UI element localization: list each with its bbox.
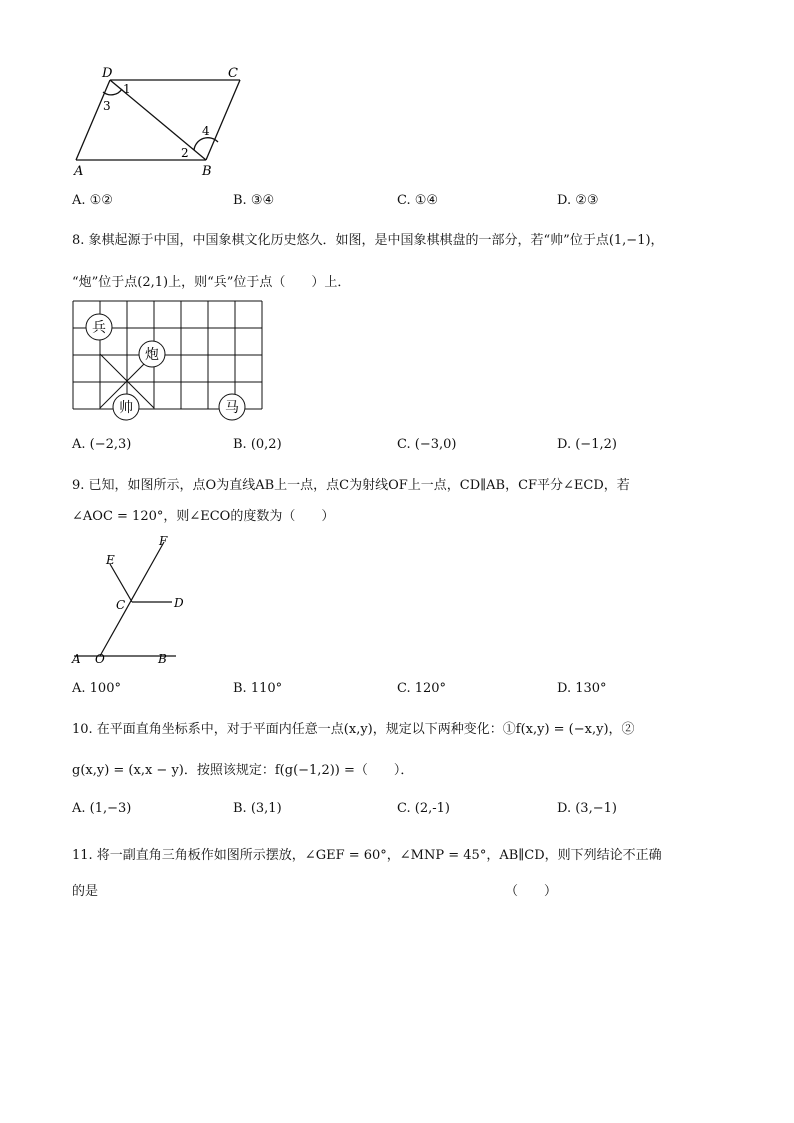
q11-text-line1: 11. 将一副直角三角板作如图所示摆放，∠GEF = 60°，∠MNP = 45°，AB∥CD，则下列结论不正确 bbox=[72, 848, 662, 863]
label-c: C bbox=[116, 598, 126, 612]
label-f: F bbox=[159, 534, 168, 548]
svg-text:炮: 炮 bbox=[145, 347, 159, 363]
piece-shuai bbox=[113, 394, 139, 420]
label-d: D bbox=[102, 66, 113, 81]
svg-text:兵: 兵 bbox=[92, 320, 106, 336]
piece-ma bbox=[219, 394, 245, 420]
q9-option-c[interactable]: C. 120° bbox=[397, 681, 447, 696]
q9-option-d[interactable]: D. 130° bbox=[557, 681, 607, 696]
lines-angle-figure bbox=[68, 532, 198, 672]
side-cb bbox=[206, 80, 240, 160]
q7-option-c[interactable]: C. ①④ bbox=[397, 193, 439, 208]
q9-text-line1: 9. 已知，如图所示，点O为直线AB上一点，点C为射线OF上一点，CD∥AB，CF平分∠ECD，若 bbox=[72, 478, 630, 493]
q11-text-line2: 的是 bbox=[72, 884, 99, 899]
label-a: A bbox=[74, 164, 84, 179]
label-b: B bbox=[202, 164, 212, 179]
piece-bing bbox=[86, 314, 112, 340]
label-e: E bbox=[106, 553, 115, 567]
angle-4: 4 bbox=[202, 124, 210, 138]
svg-text:帅: 帅 bbox=[119, 400, 133, 416]
q8-option-a[interactable]: A. (−2,3) bbox=[72, 437, 132, 452]
q10-option-d[interactable]: D. (3,−1) bbox=[557, 801, 617, 816]
q10-option-c[interactable]: C. (2,-1) bbox=[397, 801, 450, 816]
q9-option-a[interactable]: A. 100° bbox=[72, 681, 121, 696]
q7-option-a[interactable]: A. ①② bbox=[72, 193, 113, 208]
label-c: C bbox=[228, 66, 238, 81]
q11-answer-blank: （ ） bbox=[505, 884, 558, 899]
svg-text:马: 马 bbox=[225, 400, 239, 416]
q8-option-b[interactable]: B. (0,2) bbox=[233, 437, 282, 452]
chess-board-figure bbox=[68, 298, 268, 422]
label-o: O bbox=[95, 652, 105, 666]
q8-option-c[interactable]: C. (−3,0) bbox=[397, 437, 457, 452]
angle-3: 3 bbox=[103, 99, 111, 113]
q7-option-d[interactable]: D. ②③ bbox=[557, 193, 599, 208]
angle-1: 1 bbox=[123, 82, 131, 96]
label-a: A bbox=[72, 652, 81, 666]
side-da bbox=[76, 80, 110, 160]
q8-text-line1: 8. 象棋起源于中国，中国象棋文化历史悠久．如图，是中国象棋棋盘的一部分，若“帅”位于点(1,−1)， bbox=[72, 233, 664, 248]
label-b: B bbox=[158, 652, 167, 666]
q8-text-line2: “炮”位于点(2,1)上，则“兵”位于点（ ）上． bbox=[72, 275, 351, 290]
q10-text-line1: 10. 在平面直角坐标系中，对于平面内任意一点(x,y)，规定以下两种变化：①f(x,y) = (−x,y)，② bbox=[72, 722, 635, 737]
label-d: D bbox=[174, 596, 184, 610]
q10-option-b[interactable]: B. (3,1) bbox=[233, 801, 282, 816]
ray-ce bbox=[110, 564, 132, 602]
q10-text-line2: g(x,y) = (x,x − y)．按照该规定：f(g(−1,2)) =（ ）． bbox=[72, 763, 414, 778]
angle-2: 2 bbox=[181, 146, 189, 160]
q9-option-b[interactable]: B. 110° bbox=[233, 681, 283, 696]
q9-text-line2: ∠AOC = 120°，则∠ECO的度数为（ ） bbox=[72, 509, 335, 524]
parallelogram-figure bbox=[68, 62, 248, 182]
q8-option-d[interactable]: D. (−1,2) bbox=[557, 437, 617, 452]
angle-arc-b bbox=[194, 138, 218, 150]
piece-pao bbox=[139, 341, 165, 367]
q7-option-b[interactable]: B. ③④ bbox=[233, 193, 275, 208]
q10-option-a[interactable]: A. (1,−3) bbox=[72, 801, 132, 816]
